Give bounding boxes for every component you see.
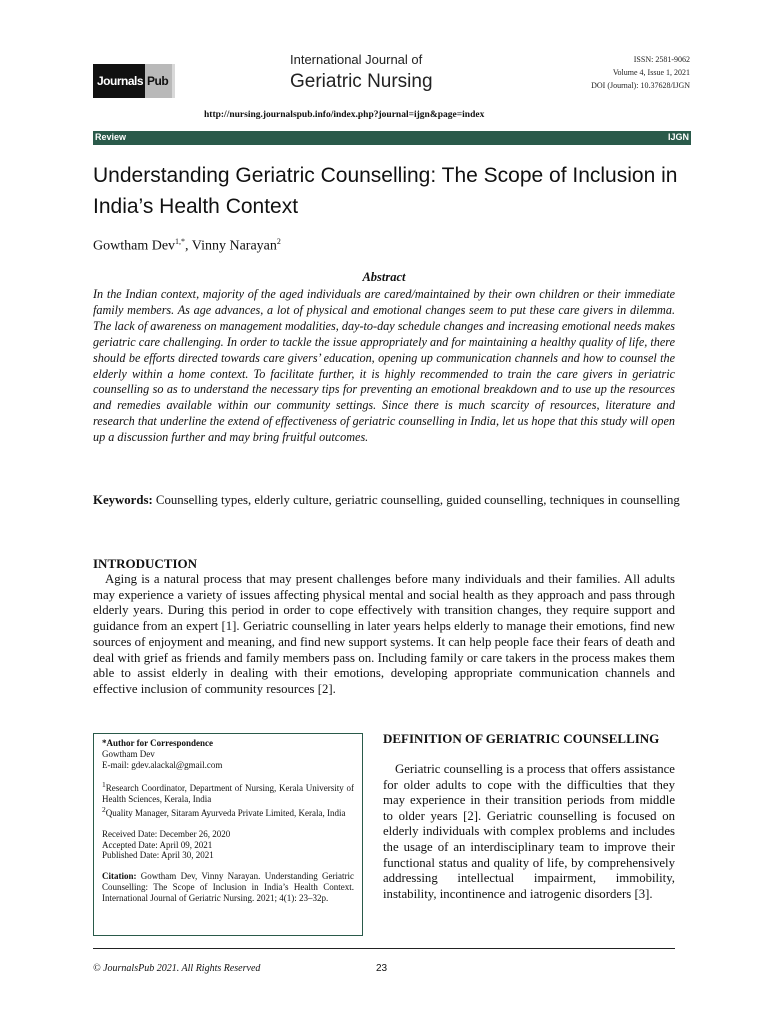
correspondence-email[interactable]: E-mail: gdev.alackal@gmail.com: [102, 759, 223, 770]
keywords-text: Counselling types, elderly culture, geriatric counselling, guided counselling, techniques in counselling: [152, 493, 680, 507]
article-type-label: Review: [95, 132, 127, 142]
citation-text: Gowtham Dev, Vinny Narayan. Understanding Geriatric Counselling: The Scope of Inclusion in India’s Health Context. International Journal of Geriatric Nursing. 2021; 4(1): 23–32p.: [102, 871, 354, 903]
citation: [102, 871, 354, 903]
article-title: Understanding Geriatric Counselling: The Scope of Inclusion in India’s Health Context: [93, 164, 678, 218]
logo-part-pub: Pub: [145, 64, 172, 98]
introduction-text: Aging is a natural process that may present challenges before many individuals and their families. All adults may experience a variety of issues affecting physical mental and social health as they approach and pass through elderly years. During this period in order to cope effectively with transition changes, they require support and guidance from an expert [1]. Geriatric counselling in later years helps elderly to manage their emotions, find new sources of enjoyment and meaning, and find new support systems. It can help people face their fears of death and deal with grief as friends and family members pass on. Including family or care takers in the process makes them able to assist elderly in dealing with their emotions, developing appropriate communication channels and effective inclusion of community resources [2].: [93, 572, 675, 696]
journalspub-logo: [93, 64, 175, 98]
keywords: [93, 492, 683, 509]
definition-heading: DEFINITION OF GERIATRIC COUNSELLING: [383, 731, 660, 746]
page-number: 23: [376, 963, 388, 974]
journal-abbrev-label: IJGN: [667, 132, 689, 142]
accepted-date: Accepted Date: April 09, 2021: [102, 839, 213, 850]
journal-title-line1: International Journal of: [290, 52, 423, 67]
author-separator: , Vinny Narayan: [185, 238, 277, 254]
affiliation-2-sup: 2: [102, 804, 106, 814]
author-line: [93, 237, 281, 255]
journal-doi: DOI (Journal): 10.37628/IJGN: [591, 81, 690, 90]
affiliation-2: [102, 805, 354, 819]
author-2-sup: 2: [276, 237, 281, 246]
issn: ISSN: 2581-9062: [633, 55, 690, 64]
correspondence-name: Gowtham Dev: [102, 748, 155, 759]
journal-title-line2: Geriatric Nursing: [290, 71, 433, 92]
author-1-sup: 1,*: [175, 237, 186, 246]
affiliation-1-text: Research Coordinator, Department of Nursing, Kerala University of Health Sciences, Kerala, India: [102, 783, 354, 805]
affiliation-2-text: Quality Manager, Sitaram Ayurveda Private Limited, Kerala, India: [105, 807, 346, 818]
keywords-label: Keywords:: [93, 493, 153, 507]
article-type-band: [93, 131, 691, 145]
logo-part-journals: Journals: [93, 64, 145, 98]
citation-label: Citation:: [102, 871, 137, 882]
author-1-name: Gowtham Dev: [93, 238, 176, 254]
definition-text: Geriatric counselling is a process that offers assistance for older adults to cope with the difficulties that they may experience in their transition periods from middle to older years [2]. Geriatric counselling is focused on elderly individuals with complex problems and includes the usage of an interdisciplinary team to improve their functional status and quality of life, by comprehensively addressing intellectual impairment, immobility, instability, incontinence and iatrogenic disorders [3].: [383, 762, 675, 901]
published-date: Published Date: April 30, 2021: [102, 850, 214, 861]
footer-copyright: © JournalsPub 2021. All Rights Reserved: [93, 963, 261, 974]
abstract-text: In the Indian context, majority of the aged individuals are cared/maintained by their own children or their immediate family members. As age advances, a lot of physical and emotional changes seem to put these care givers in dilemma. The lack of awareness on management modalities, day-to-day schedule changes and increasing emotional needs makes geriatric care challenging. In order to tackle the issue appropriately and for maintaining a healthy quality of life, there should be efforts directed towards care givers’ education, opening up communication channels and how to counsel the elderly within a home context. To facilitate further, it is highly recommended to train the care givers in geriatric counselling so as to understand the necessary tips for preventing an emotional breakdown and to use up the resources and remedies available within our community settings. Since there is much scarcity of resources, literature and research that underline the extend of effectiveness of geriatric counselling in India, let us hope that this study will open up a discussion further and may bring fruitful outcomes.: [93, 287, 675, 445]
footer-divider: [93, 948, 675, 949]
correspondence-heading: *Author for Correspondence: [102, 738, 213, 748]
introduction-heading: INTRODUCTION: [93, 556, 198, 571]
received-date: Received Date: December 26, 2020: [102, 828, 231, 839]
journal-meta: [591, 53, 690, 92]
journal-url-link[interactable]: http://nursing.journalspub.info/index.php?journal=ijgn&page=index: [204, 110, 485, 120]
affiliation-1-sup: 1: [102, 780, 106, 790]
correspondence-box: [93, 733, 363, 936]
volume-issue: Volume 4, Issue 1, 2021: [612, 68, 690, 77]
abstract-heading: Abstract: [362, 270, 406, 284]
affiliation-1: [102, 780, 354, 805]
